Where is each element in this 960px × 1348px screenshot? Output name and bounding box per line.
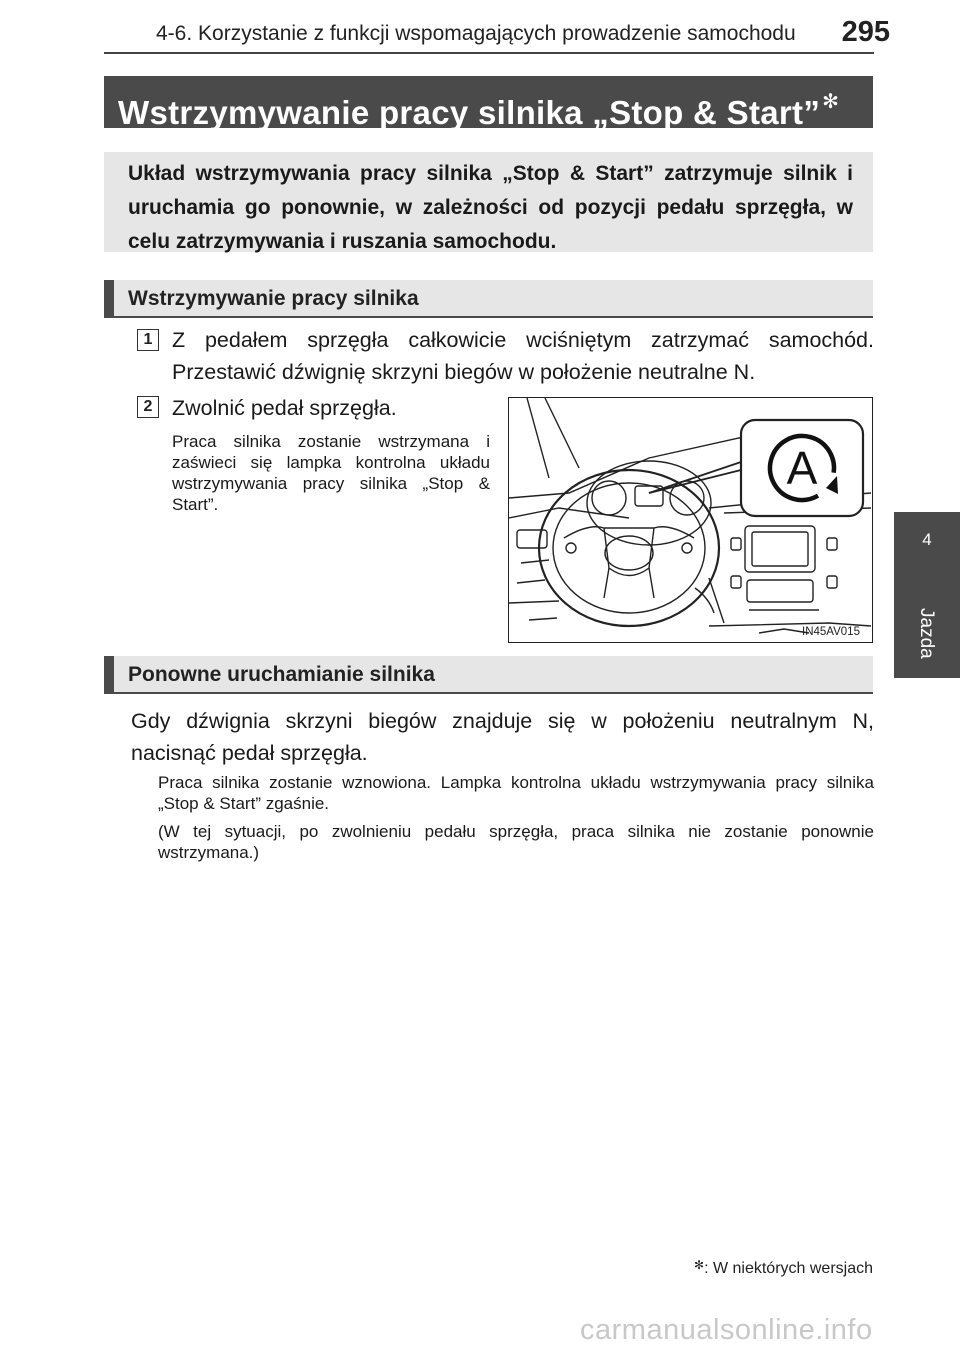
chapter-tab-number: 4: [922, 530, 932, 549]
restart-note-1: Praca silnika zostanie wznowiona. Lampka kontrolna układu wstrzymywania pracy silnika „Stop & Start” zgaśnie.: [158, 773, 874, 813]
footnote: [660, 1258, 873, 1278]
steering-wheel-diagram: [509, 398, 871, 641]
restart-instruction: Gdy dźwignia skrzyni biegów znajduje się w położeniu neutralnym N, nacisnąć pedał sprzęgła.: [131, 709, 874, 765]
section-heading-engine-restart: Ponowne uruchamianie silnika: [104, 656, 873, 694]
intro-summary: Układ wstrzymywania pracy silnika „Stop & Start” zatrzymuje silnik i uruchamia go ponownie, w zależności od pozycji pedału sprzęgła, w celu zatrzymywania i ruszania samochodu.: [104, 152, 873, 252]
section-heading-engine-stop: Wstrzymywanie pracy silnika: [104, 280, 873, 318]
step-2-text: Zwolnić pedał sprzęgła.: [172, 396, 397, 420]
step-1-text: Z pedałem sprzęgła całkowicie wciśniętym zatrzymać samochód. Przestawić dźwignię skrzyni biegów w położenie neutralne N.: [172, 328, 874, 384]
dashboard-illustration: [508, 397, 873, 643]
restart-note-2: (W tej sytuacji, po zwolnieniu pedału sprzęgła, praca silnika nie zostanie ponownie wstrzymana.): [158, 822, 874, 862]
page-title: [104, 76, 873, 131]
illustration-code: IN45AV015: [802, 626, 860, 638]
footnote-mark: ✻: [694, 1258, 705, 1272]
step-number-2: 2: [137, 396, 159, 418]
section-header: 4-6. Korzystanie z funkcji wspomagających prowadzenie samochodu: [156, 22, 796, 45]
header-divider: [104, 52, 874, 54]
step-2-note: Praca silnika zostanie wstrzymana i zaświeci się lampka kontrolna układu wstrzymywania pracy silnika „Stop & Start”.: [172, 432, 490, 514]
footnote-text: : W niektórych wersjach: [704, 1260, 873, 1277]
chapter-tab-label: Jazda: [916, 607, 937, 659]
watermark: carmanualsonline.info: [580, 1314, 873, 1346]
page-number: 295: [841, 16, 890, 48]
page-title-text: Wstrzymywanie pracy silnika „Stop & Start”: [118, 94, 821, 131]
step-number-1: 1: [137, 329, 159, 351]
indicator-letter: A: [786, 442, 818, 494]
asterisk-mark: ✻: [822, 91, 840, 113]
